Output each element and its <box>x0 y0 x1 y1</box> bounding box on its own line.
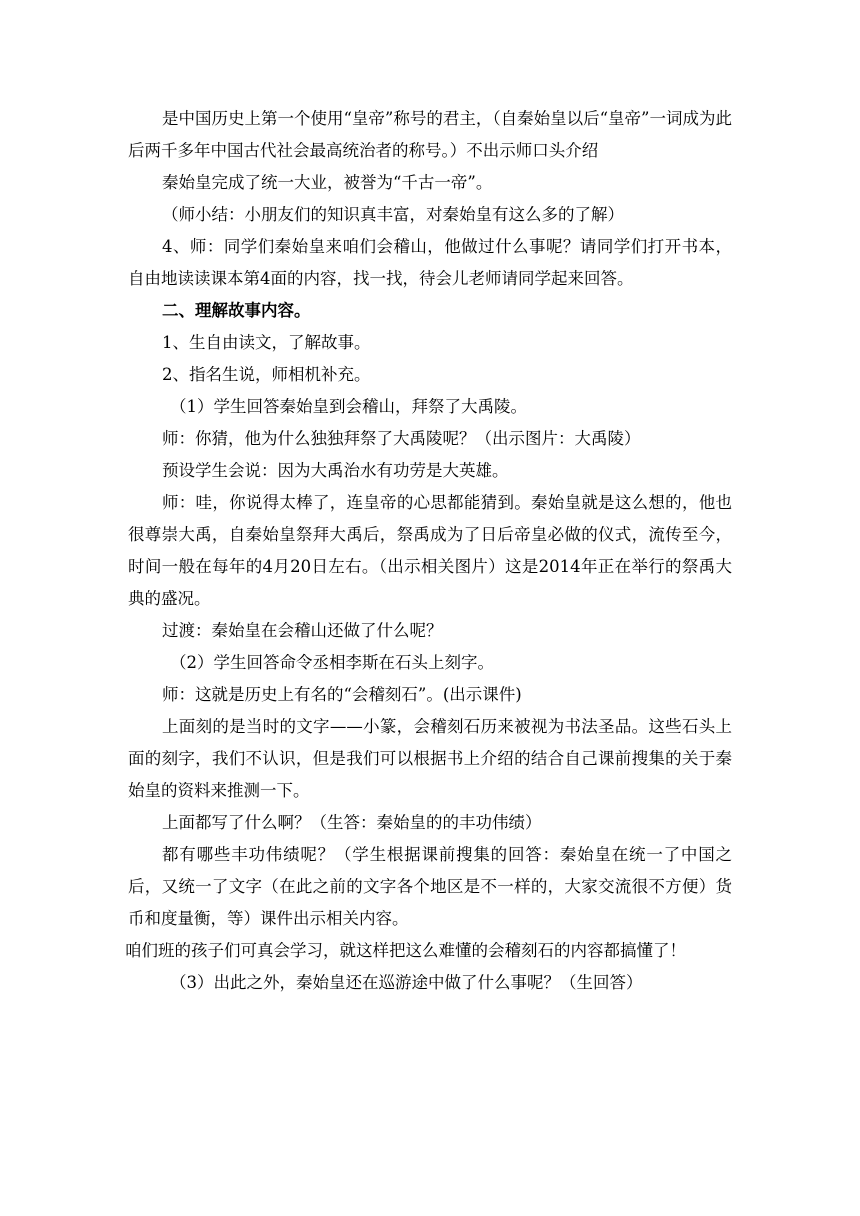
paragraph-achievements: 都有哪些丰功伟绩呢？（学生根据课前搜集的回答：秦始皇在统一了中国之后，又统一了文字（在此之前的文字各个地区是不一样的，大家交流很不方便）货币和度量衡，等）课件出示相关内容。 <box>128 845 732 928</box>
paragraph-teacher-dayu-ceremony: 师：哇，你说得太棒了，连皇帝的心思都能猜到。秦始皇就是这么想的，他也很尊崇大禹，自秦始皇祭拜大禹后，祭禹成为了日后帝皇必做的仪式，流传至今，时间一般在每年的4月20日左右。（出示相关图片）这是2014年正在举行的祭禹大典的盛况。 <box>128 493 732 608</box>
paragraph-praise: 咱们班的孩子们可真会学习，就这样把这么难懂的会稽刻石的内容都搞懂了！ <box>125 941 686 960</box>
paragraph-step-1: 1、生自由读文，了解故事。 <box>162 333 371 352</box>
paragraph-expected-answer: 预设学生会说：因为大禹治水有功劳是大英雄。 <box>162 461 509 480</box>
paragraph-kuaiji-stone: 师：这就是历史上有名的“会稽刻石”。(出示课件) <box>162 685 522 704</box>
paragraph-unification: 秦始皇完成了统一大业，被誉为“千古一帝”。 <box>162 173 493 192</box>
paragraph-teacher-summary: （师小结：小朋友们的知识真丰富，对秦始皇有这么多的了解） <box>162 205 624 224</box>
paragraph-step-4: 4、师：同学们秦始皇来咱们会稽山，他做过什么事呢？请同学们打开书本，自由地读读课本第4面的内容，找一找，待会儿老师请同学起来回答。 <box>128 237 732 288</box>
paragraph-small-seal-script: 上面刻的是当时的文字——小篆，会稽刻石历来被视为书法圣品。这些石头上面的刻字，我们不认识，但是我们可以根据书上介绍的结合自己课前搜集的关于秦始皇的资料来推测一下。 <box>128 717 732 800</box>
paragraph-answer-3: （3）出此之外，秦始皇还在巡游途中做了什么事呢？（生回答） <box>170 973 643 992</box>
paragraph-transition: 过渡：秦始皇在会稽山还做了什么呢？ <box>162 621 443 640</box>
paragraph-first-emperor-title: 是中国历史上第一个使用“皇帝”称号的君主，（自秦始皇以后“皇帝”一词成为此后两千多年中国古代社会最高统治者的称号。）不出示师口头介绍 <box>128 109 732 160</box>
paragraph-answer-1: （1）学生回答秦始皇到会稽山，拜祭了大禹陵。 <box>170 397 527 416</box>
paragraph-step-2: 2、指名生说，师相机补充。 <box>162 365 371 384</box>
paragraph-answer-2: （2）学生回答命令丞相李斯在石头上刻字。 <box>170 653 494 672</box>
document-body <box>125 103 732 999</box>
paragraph-teacher-question-dayu: 师：你猜，他为什么独独拜祭了大禹陵呢？（出示图片：大禹陵） <box>162 429 641 448</box>
section-heading-understand-story: 二、理解故事内容。 <box>162 301 311 320</box>
paragraph-inscription-question: 上面都写了什么啊？（生答：秦始皇的的丰功伟绩） <box>162 813 542 832</box>
